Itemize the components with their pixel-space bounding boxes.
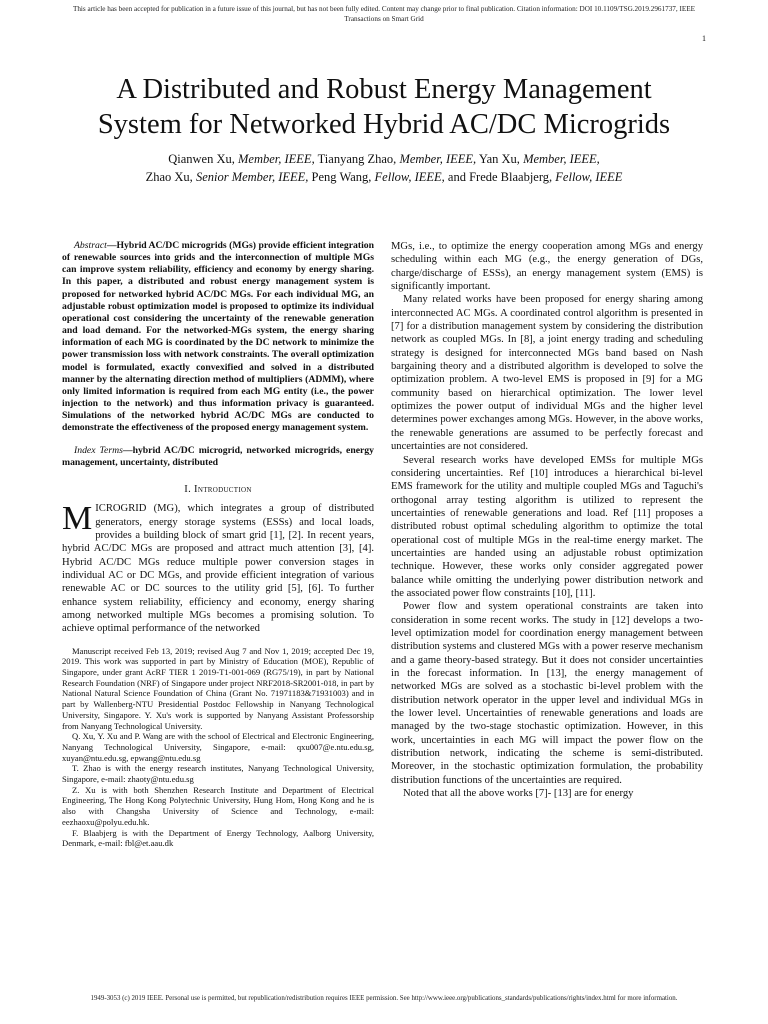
author-affiliation: Member, IEEE, <box>399 152 477 166</box>
intro-text: (MG), which integrates a group of distributed generators, energy storage systems (ESSs) and local loads, provides a building block of smart grid [1], [2]. In recent years, hybrid AC/DC MGs are proposed and attract much attention [3], [4]. Hybrid AC/DC MGs reduce multiple power conversion stages in individual AC or DC MGs, and provide efficient integration of various renewable AC or DC sources to the utility grid [5], [6]. To further enhance system reliability, efficiency and economy, energy sharing among networked multiple MGs becomes a promising solution. To achieve optimal performance of the networked <box>62 503 374 635</box>
abstract-lead: Abstract <box>74 240 107 251</box>
author-name: Tianyang Zhao, <box>317 152 397 166</box>
body-paragraph: MGs, i.e., to optimize the energy cooperation among MGs and energy scheduling within each MG (e.g., the energy generation of DGs, charge/discharge of ESSs), an energy management system (EMS) is significantly important. <box>391 241 703 293</box>
publication-notice-line2: Transactions on Smart Grid <box>344 15 424 23</box>
section-title: Introduction <box>194 483 252 495</box>
author-name: Zhao Xu, <box>145 170 193 184</box>
author-conjunction: and <box>447 170 466 184</box>
page-number: 1 <box>702 34 706 43</box>
right-column <box>391 240 703 800</box>
author-line1 <box>30 150 738 168</box>
section-number: I. <box>184 483 192 495</box>
publication-notice-line1: This article has been accepted for publication in a future issue of this journal, but has not been fully edited. Content may change prior to final publication. Citation information: DOI 10.1109/TSG.2019.2961737, IEEE <box>72 5 696 13</box>
index-terms <box>62 445 374 469</box>
author-affiliation: Member, IEEE, <box>523 152 600 166</box>
abstract <box>62 240 374 435</box>
footnote-affiliation: F. Blaabjerg is with the Department of Energy Technology, Aalborg University, Denmark, e-mail: fbl@et.aau.dk <box>62 827 374 849</box>
abstract-text: —Hybrid AC/DC microgrids (MGs) provide efficient integration of renewable sources into grids and the interconnection of multiple MGs can improve system reliability, efficiency and economy by energy sharing. In this paper, a distributed and robust energy management system is proposed for networked hybrid AC/DC MGs. For each individual MG, an adjustable robust optimization model is proposed to optimize its individual operational cost considering the uncertainty of the renewable generation and load demand. For the networked-MGs system, the energy sharing information of each MG is coordinated by the DC network to minimize the power transmission loss with network constraints. The overall optimization model is formulated, exactly convexified and solved in a distributed manner by the alternating direction method of multipliers (ADMM), where only limited information is required from each MG entity (i.e., the power injection to the network) and thus information privacy is guaranteed. Simulations of the networked hybrid AC/DC MGs are conducted to demonstrate the effectiveness of the proposed energy management system. <box>62 240 374 434</box>
author-affiliation: Senior Member, IEEE, <box>195 170 309 184</box>
footnote-affiliation: T. Zhao is with the energy research institutes, Nanyang Technological University, Singapore, e-mail: zhaoty@ntu.edu.sg <box>62 763 374 785</box>
author-name: Peng Wang, <box>311 170 372 184</box>
section-heading <box>62 483 374 496</box>
author-affiliation: Fellow, IEEE, <box>374 170 445 184</box>
author-name: Yan Xu, <box>478 152 520 166</box>
footnote-manuscript: Manuscript received Feb 13, 2019; revised Aug 7 and Nov 1, 2019; accepted Dec 19, 2019. This work was supported in part by Ministry of Education (MOE), Republic of Singapore, under grant AcRF TIER 1 2019-T1-001-069 (RG75/19), in part by National Research Foundation (NRF) of Singapore under project NRF2018-SR2001-018, in part by National Natural Science Foundation of China (Grant No. 71971183&71931003) and in part by Wallenberg-NTU Presidential Postdoc Fellowship in Nanyang Technological University, Singapore. Y. Xu's work is supported by Nanyang Assistant Professorship from Nanyang Technological University. <box>62 645 374 731</box>
author-affiliation: Fellow, IEEE <box>555 170 623 184</box>
intro-first-word: ICROGRID <box>95 503 147 515</box>
author-line2 <box>30 168 738 186</box>
body-paragraph: Many related works have been proposed for energy sharing among interconnected AC MGs. A coordinated control algorithm is presented in [7] for a distribution management system by considering the distribution network as coupled MGs. In [8], a joint energy trading and scheduling strategy is designed for interconnected MGs band based on Nash bargaining theory and a distributed algorithm is developed to solve the optimization problem. A two-level EMS is proposed in [9] for a MG community based on hierarchical optimization. The lower level optimizes the power output of individual MGs and the higher level determines power exchanges among MGs. However, in the above works, the renewable generations are assumed to be perfectly forecast and uncertainties are not considered. <box>391 294 703 453</box>
author-name: Qianwen Xu, <box>168 152 235 166</box>
publication-notice <box>20 4 748 24</box>
footnote-affiliation: Z. Xu is with both Shenzhen Research Institute and Department of Electrical Engineering, The Hong Kong Polytechnic University, Hung Hom, Hong Kong and he is also with Changsha University of Science and Technology, e-mail: eezhaoxu@polyu.edu.hk. <box>62 784 374 827</box>
body-paragraph: Power flow and system operational constraints are taken into consideration in some recent works. The study in [12] develops a two-level optimization model for coordination energy management between distribution systems and clustered MGs with a power reserve mechanism and a game theory-based strategy. But it does not consider uncertainties in the forecast information. In [13], the energy management of networked MGs are solved as a stochastic bi-level problem with the distribution network operator in the upper level and individual MGs in the lower level. Uncertainties of renewable generations and loads are managed by the two-stage stochastic optimization. However, in this work, uncertainties in each MG will impact the power flow on the distribution network, indicating the scheme is semi-distributed. Moreover, in the stochastic optimization formulation, the probability distribution functions of the uncertainties are required. <box>391 601 703 786</box>
footnotes <box>62 646 374 849</box>
author-name: Frede Blaabjerg, <box>469 170 553 184</box>
author-list <box>30 150 738 186</box>
paper-title <box>30 72 738 142</box>
intro-paragraph <box>62 502 374 635</box>
left-column <box>62 240 374 849</box>
index-terms-lead: Index Terms <box>74 444 123 456</box>
author-affiliation: Member, IEEE, <box>237 152 315 166</box>
body-paragraph: Several research works have developed EMSs for multiple MGs considering uncertainties. Ref [10] introduces a hierarchical bi-level EMS framework for the utility and multiple coupled MGs and Taguchi's orthogonal array testing algorithm is utilized to represent the uncertainties of renewable generations and load. Ref [11] proposes a distributed robust optimal scheduling algorithm to optimize the total operational cost of multiple MGs in the real-time energy market. The uncertainties are handed using an adjustable robust optimization technique. However, these works only consider aggregated power balance while omitting the underlying power distribution network and the associated power flow constraints [10], [11]. <box>391 454 703 599</box>
copyright-footer: 1949-3053 (c) 2019 IEEE. Personal use is permitted, but republication/redistribution requires IEEE permission. See http://www.ieee.org/publications_standards/publications/rights/index.html for more information. <box>90 995 678 1002</box>
paper-title-line1: A Distributed and Robust Energy Management <box>116 74 652 105</box>
drop-cap: M <box>62 500 93 538</box>
body-paragraph: Noted that all the above works [7]- [13] are for energy <box>403 788 634 800</box>
footnote-affiliation: Q. Xu, Y. Xu and P. Wang are with the school of Electrical and Electronic Engineering, Nanyang Technological University, Singapore, e-mail: qxu007@e.ntu.edu.sg, xuyan@ntu.edu.sg, epwang@ntu.edu.sg <box>62 731 374 763</box>
paper-title-line2: System for Networked Hybrid AC/DC Microgrids <box>97 109 671 140</box>
index-terms-text: —hybrid AC/DC microgrid, networked microgrids, energy management, uncertainty, distributed <box>62 444 374 468</box>
